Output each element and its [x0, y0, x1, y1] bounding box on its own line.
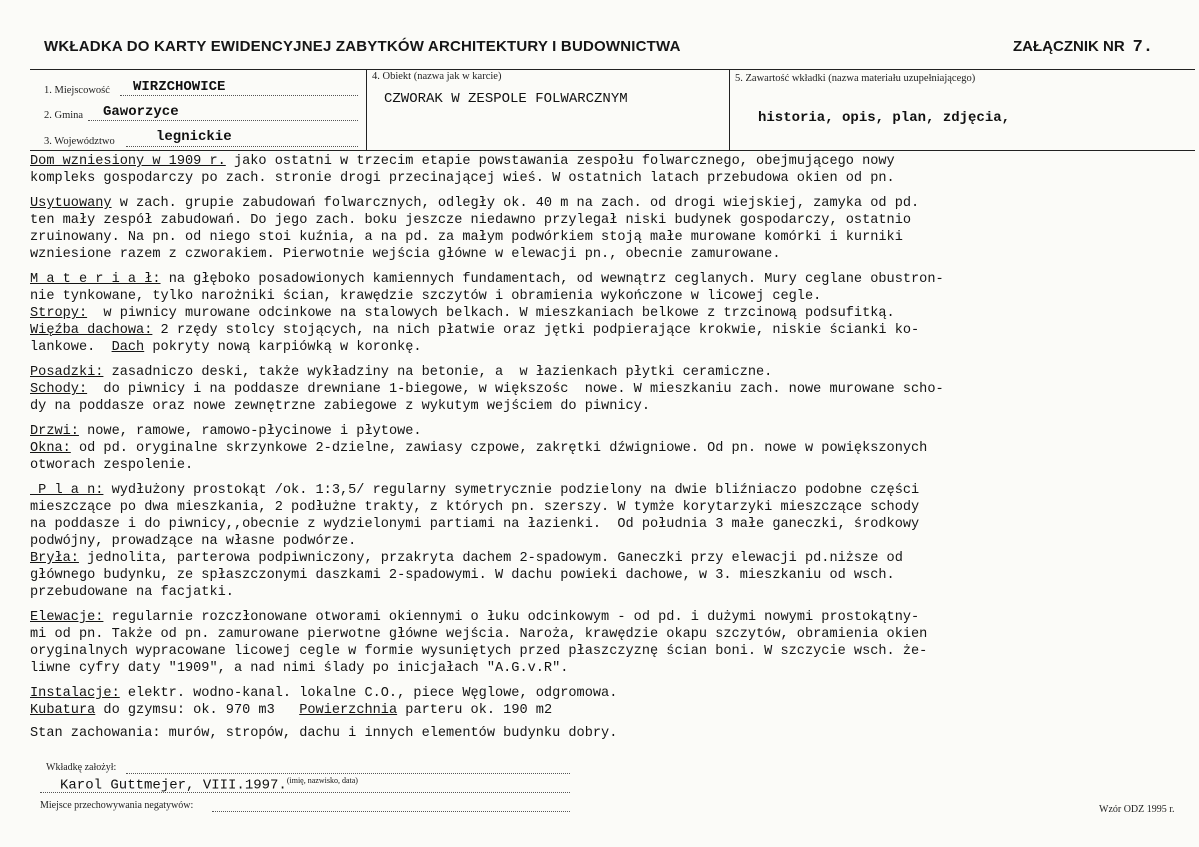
- miejscowosc-value[interactable]: WIRZCHOWICE: [133, 79, 226, 95]
- text: regularnie rozczłonowane otworami okiennymi o łuku odcinkowym - od pd. i dużymi nowymi prostokątny-: [103, 610, 920, 625]
- p5-line-3: [30, 457, 1195, 474]
- text: ten mały zespół zabudowań. Do jego zach. boku jeszcze niedawno przylegał niski budynek gospodarczy, ostatnio: [30, 213, 912, 228]
- p7-line-4: [30, 660, 1195, 677]
- p4-line-1: [30, 364, 1195, 381]
- heading-instalacje: Instalacje:: [30, 686, 120, 701]
- header-divider-1: [366, 69, 367, 150]
- negatives-label: Miejsce przechowywania negatywów:: [40, 800, 194, 811]
- text: jako ostatni w trzecim etapie powstawania zespołu folwarcznego, obejmującego nowy: [225, 154, 895, 169]
- text: pokryty nową karpiówką w koronkę.: [144, 340, 422, 355]
- text: lankowe.: [30, 340, 112, 355]
- heading-bryla: Bryła:: [30, 551, 79, 566]
- p3-line-5: [30, 339, 1195, 356]
- zawartosc-label: 5. Zawartość wkładki (nazwa materiału uzupełniającego): [735, 73, 976, 84]
- p8-line-1: [30, 685, 1195, 702]
- annex-number: 7.: [1132, 38, 1154, 57]
- text: parteru ok. 190 m2: [397, 703, 553, 718]
- p6-line-1: [30, 482, 1195, 499]
- zawartosc-value[interactable]: historia, opis, plan, zdjęcia,: [758, 110, 1011, 126]
- heading-powierzchnia: Powierzchnia: [299, 703, 398, 718]
- negatives-dotline: [212, 811, 570, 812]
- text: 2 rzędy stolcy stojących, na nich płatwie oraz jętki podpierające krokwie, niskie ścianki ko-: [152, 323, 920, 338]
- text: dy na poddasze oraz nowe zewnętrzne zabiegowe z wykutym wejściem do piwnicy.: [30, 399, 650, 414]
- heading-schody: Schody:: [30, 382, 88, 397]
- author-dotline-2: [40, 792, 570, 793]
- text: podwójny, prowadzące na własne podwórze.: [30, 534, 357, 549]
- annex-label: [1013, 38, 1153, 57]
- text: od pd. oryginalne skrzynkowe 2-dzielne, zawiasy czpowe, zakrętki dźwigniowe. Od pn. nowe w powiększonych: [70, 441, 928, 456]
- p1-line-2: [30, 170, 1195, 187]
- heading-drzwi: Drzwi:: [30, 424, 79, 439]
- p2-line-1: [30, 195, 1195, 212]
- p4-line-2: [30, 381, 1195, 398]
- wojewodztwo-dotline: [126, 146, 358, 147]
- heading-stropy: Stropy:: [30, 306, 88, 321]
- text: nowe, ramowe, ramowo-płycinowe i płytowe.: [78, 424, 422, 439]
- heading-material: M a t e r i a ł:: [30, 272, 161, 287]
- text: wydłużony prostokąt /ok. 1:3,5/ regularny symetrycznie podzielony na dwie bliźniaczo podobne części: [103, 483, 920, 498]
- author-note: (imię, nazwisko, data): [286, 776, 358, 785]
- obiekt-value[interactable]: CZWORAK W ZESPOLE FOLWARCZNYM: [384, 91, 628, 107]
- p3-line-2: [30, 288, 1195, 305]
- author-value[interactable]: [60, 776, 358, 794]
- text: na głęboko posadowionych kamiennych fundamentach, od wewnątrz ceglanych. Mury ceglane obustron-: [160, 272, 944, 287]
- miejscowosc-label: 1. Miejscowość: [44, 85, 110, 96]
- text: mi od pn. Także od pn. zamurowane pierwotne główne wejścia. Naroża, krawędzie okapu szczytów, obramienia okien: [30, 627, 928, 642]
- wojewodztwo-value[interactable]: legnickie: [156, 129, 232, 145]
- p7-line-3: [30, 643, 1195, 660]
- p4-line-3: [30, 398, 1195, 415]
- wojewodztwo-label: 3. Województwo: [44, 136, 115, 147]
- p6-line-6: [30, 567, 1195, 584]
- text: wzniesione razem z czworakiem. Pierwotnie wejścia główne w elewacji pn., obecnie zamurowane.: [30, 247, 781, 262]
- heading-posadzki: Posadzki:: [30, 365, 104, 380]
- p5-line-1: [30, 423, 1195, 440]
- p8-line-3: [30, 725, 1195, 742]
- p3-line-1: [30, 271, 1195, 288]
- miejscowosc-dotline: [120, 95, 358, 96]
- heading-kubatura: Kubatura: [30, 703, 96, 718]
- p6-line-3: [30, 516, 1195, 533]
- text: liwne cyfry daty "1909", a nad nimi ślady po inicjałach "A.G.v.R".: [30, 661, 569, 676]
- text: do piwnicy i na poddasze drewniane 1-biegowe, w większośc nowe. W mieszkaniu zach. nowe murowane scho-: [87, 382, 944, 397]
- heading-dach: Dach: [111, 340, 145, 355]
- text: na poddasze i do piwnicy,,obecnie z wydzielonymi partiami na łazienki. Od południa 3 małe ganeczki, środkowy: [30, 517, 920, 532]
- text: w piwnicy murowane odcinkowe na stalowych belkach. W mieszkaniach belkowe z trzcinową podsufitką.: [87, 306, 895, 321]
- annex-label-text: ZAŁĄCZNIK NR: [1013, 38, 1125, 55]
- p8-line-2: [30, 702, 1195, 719]
- p3-line-3: [30, 305, 1195, 322]
- text: nie tynkowane, tylko narożniki ścian, krawędzie szczytów i obramienia wykończone w licowej cegle.: [30, 289, 822, 304]
- gmina-value[interactable]: Gaworzyce: [103, 104, 179, 120]
- text: zruinowany. Na pn. od niego stoi kuźnia, a na pd. za małym podwórkiem stoją małe murowane komórki i kurniki: [30, 230, 903, 245]
- p6-line-2: [30, 499, 1195, 516]
- p7-line-1: [30, 609, 1195, 626]
- p1-line-1: [30, 153, 1195, 170]
- text: kompleks gospodarczy po zach. stronie drogi przecinającej wieś. W ostatnich latach przebudowa okien od pn.: [30, 171, 895, 186]
- author-dotline: [126, 773, 570, 774]
- heading-dom: Dom wzniesiony w 1909 r.: [30, 154, 226, 169]
- form-title: WKŁADKA DO KARTY EWIDENCYJNEJ ZABYTKÓW ARCHITEKTURY I BUDOWNICTWA: [44, 38, 681, 55]
- p5-line-2: [30, 440, 1195, 457]
- heading-usytuowany: Usytuowany: [30, 196, 112, 211]
- text: w zach. grupie zabudowań folwarcznych, odległy ok. 40 m na zach. od drogi wiejskiej, zamyka od pd.: [111, 196, 920, 211]
- p2-line-3: [30, 229, 1195, 246]
- p6-line-4: [30, 533, 1195, 550]
- text: głównego budynku, ze spłaszczonymi daszkami 2-spadowymi. W dachu powieki dachowe, w 3. mieszkaniu od wsch.: [30, 568, 895, 583]
- description-body: [30, 153, 1195, 742]
- p2-line-2: [30, 212, 1195, 229]
- gmina-dotline: [88, 120, 358, 121]
- p7-line-2: [30, 626, 1195, 643]
- p6-line-5: [30, 550, 1195, 567]
- text: elektr. wodno-kanal. lokalne C.O., piece Węglowe, odgromowa.: [119, 686, 618, 701]
- heading-elewacje: Elewacje:: [30, 610, 104, 625]
- text: otworach zespolenie.: [30, 458, 194, 473]
- header-divider-2: [729, 69, 730, 150]
- form-reference: Wzór ODZ 1995 r.: [1099, 804, 1175, 815]
- header-top-rule: [30, 69, 1195, 70]
- text: mieszczące po dwa mieszkania, 2 podłużne trakty, z których pn. szerszy. W tymże korytarzyki mieszczące schody: [30, 500, 920, 515]
- author-label: Wkładkę założył:: [46, 762, 117, 773]
- obiekt-label: 4. Obiekt (nazwa jak w karcie): [372, 71, 502, 82]
- text: zasadniczo deski, także wykładziny na betonie, a w łazienkach płytki ceramiczne.: [103, 365, 773, 380]
- heading-plan: P l a n:: [30, 483, 104, 498]
- text: przebudowane na facjatki.: [30, 585, 234, 600]
- text: jednolita, parterowa podpiwniczony, przakryta dachem 2-spadowym. Ganeczki przy elewacji pd.niższe od: [78, 551, 903, 566]
- p3-line-4: [30, 322, 1195, 339]
- p2-line-4: [30, 246, 1195, 263]
- heading-okna: Okna:: [30, 441, 71, 456]
- p6-line-7: [30, 584, 1195, 601]
- gmina-label: 2. Gmina: [44, 110, 84, 121]
- header-bottom-rule: [30, 150, 1195, 151]
- heading-wiezba: Więźba dachowa:: [30, 323, 153, 338]
- text: Stan zachowania: murów, stropów, dachu i innych elementów budynku dobry.: [30, 726, 618, 741]
- text: oryginalnych wypracowane licowej cegle w formie wysuniętych przed płaszczyznę ścian boni. W szczycie wsch. że-: [30, 644, 928, 659]
- text: do gzymsu: ok. 970 m3: [95, 703, 300, 718]
- author-name-date: Karol Guttmejer, VIII.1997.: [60, 777, 287, 794]
